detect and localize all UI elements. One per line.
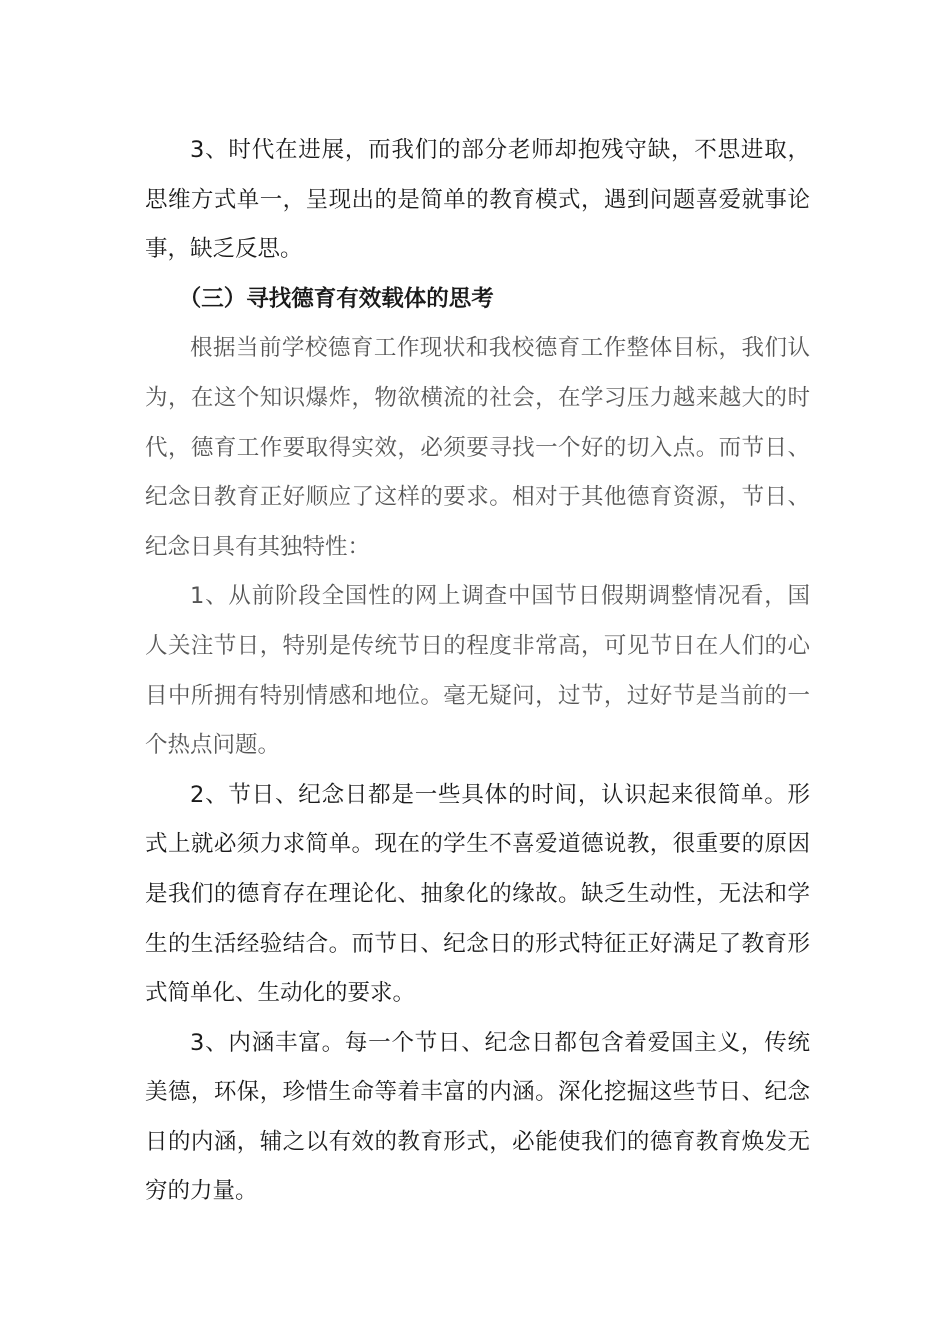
paragraph-point-2: 2、节日、纪念日都是一些具体的时间，认识起来很简单。形式上就必须力求简单。现在的学生不喜爱道德说教，很重要的原因是我们的德育存在理论化、抽象化的缘故。缺乏生动性，无法和学生的生活经验结合。而节日、纪念日的形式特征正好满足了教育形式简单化、生动化的要求。	[145, 781, 810, 1007]
paragraph-point-1: 1、从前阶段全国性的网上调查中国节日假期调整情况看，国人关注节日，特别是传统节日的程度非常高，可见节日在人们的心目中所拥有特别情感和地位。毫无疑问，过节，过好节是当前的一个热点问题。	[145, 583, 810, 759]
document-page	[145, 126, 810, 1217]
paragraph-intro: 根据当前学校德育工作现状和我校德育工作整体目标，我们认为，在这个知识爆炸，物欲横流的社会，在学习压力越来越大的时代，德育工作要取得实效，必须要寻找一个好的切入点。而节日、纪念日教育正好顺应了这样的要求。相对于其他德育资源，节日、纪念日具有其独特性：	[145, 335, 810, 560]
paragraph-point-3-era: 3、时代在进展，而我们的部分老师却抱残守缺，不思进取，思维方式单一，呈现出的是简单的教育模式，遇到问题喜爱就事论事，缺乏反思。	[145, 137, 810, 263]
section-heading-3: （三）寻找德育有效载体的思考	[178, 285, 494, 312]
paragraph-point-3: 3、内涵丰富。每一个节日、纪念日都包含着爱国主义，传统美德，环保，珍惜生命等着丰富的内涵。深化挖掘这些节日、纪念日的内涵，辅之以有效的教育形式，必能使我们的德育教育焕发无穷的力量。	[145, 1029, 810, 1205]
